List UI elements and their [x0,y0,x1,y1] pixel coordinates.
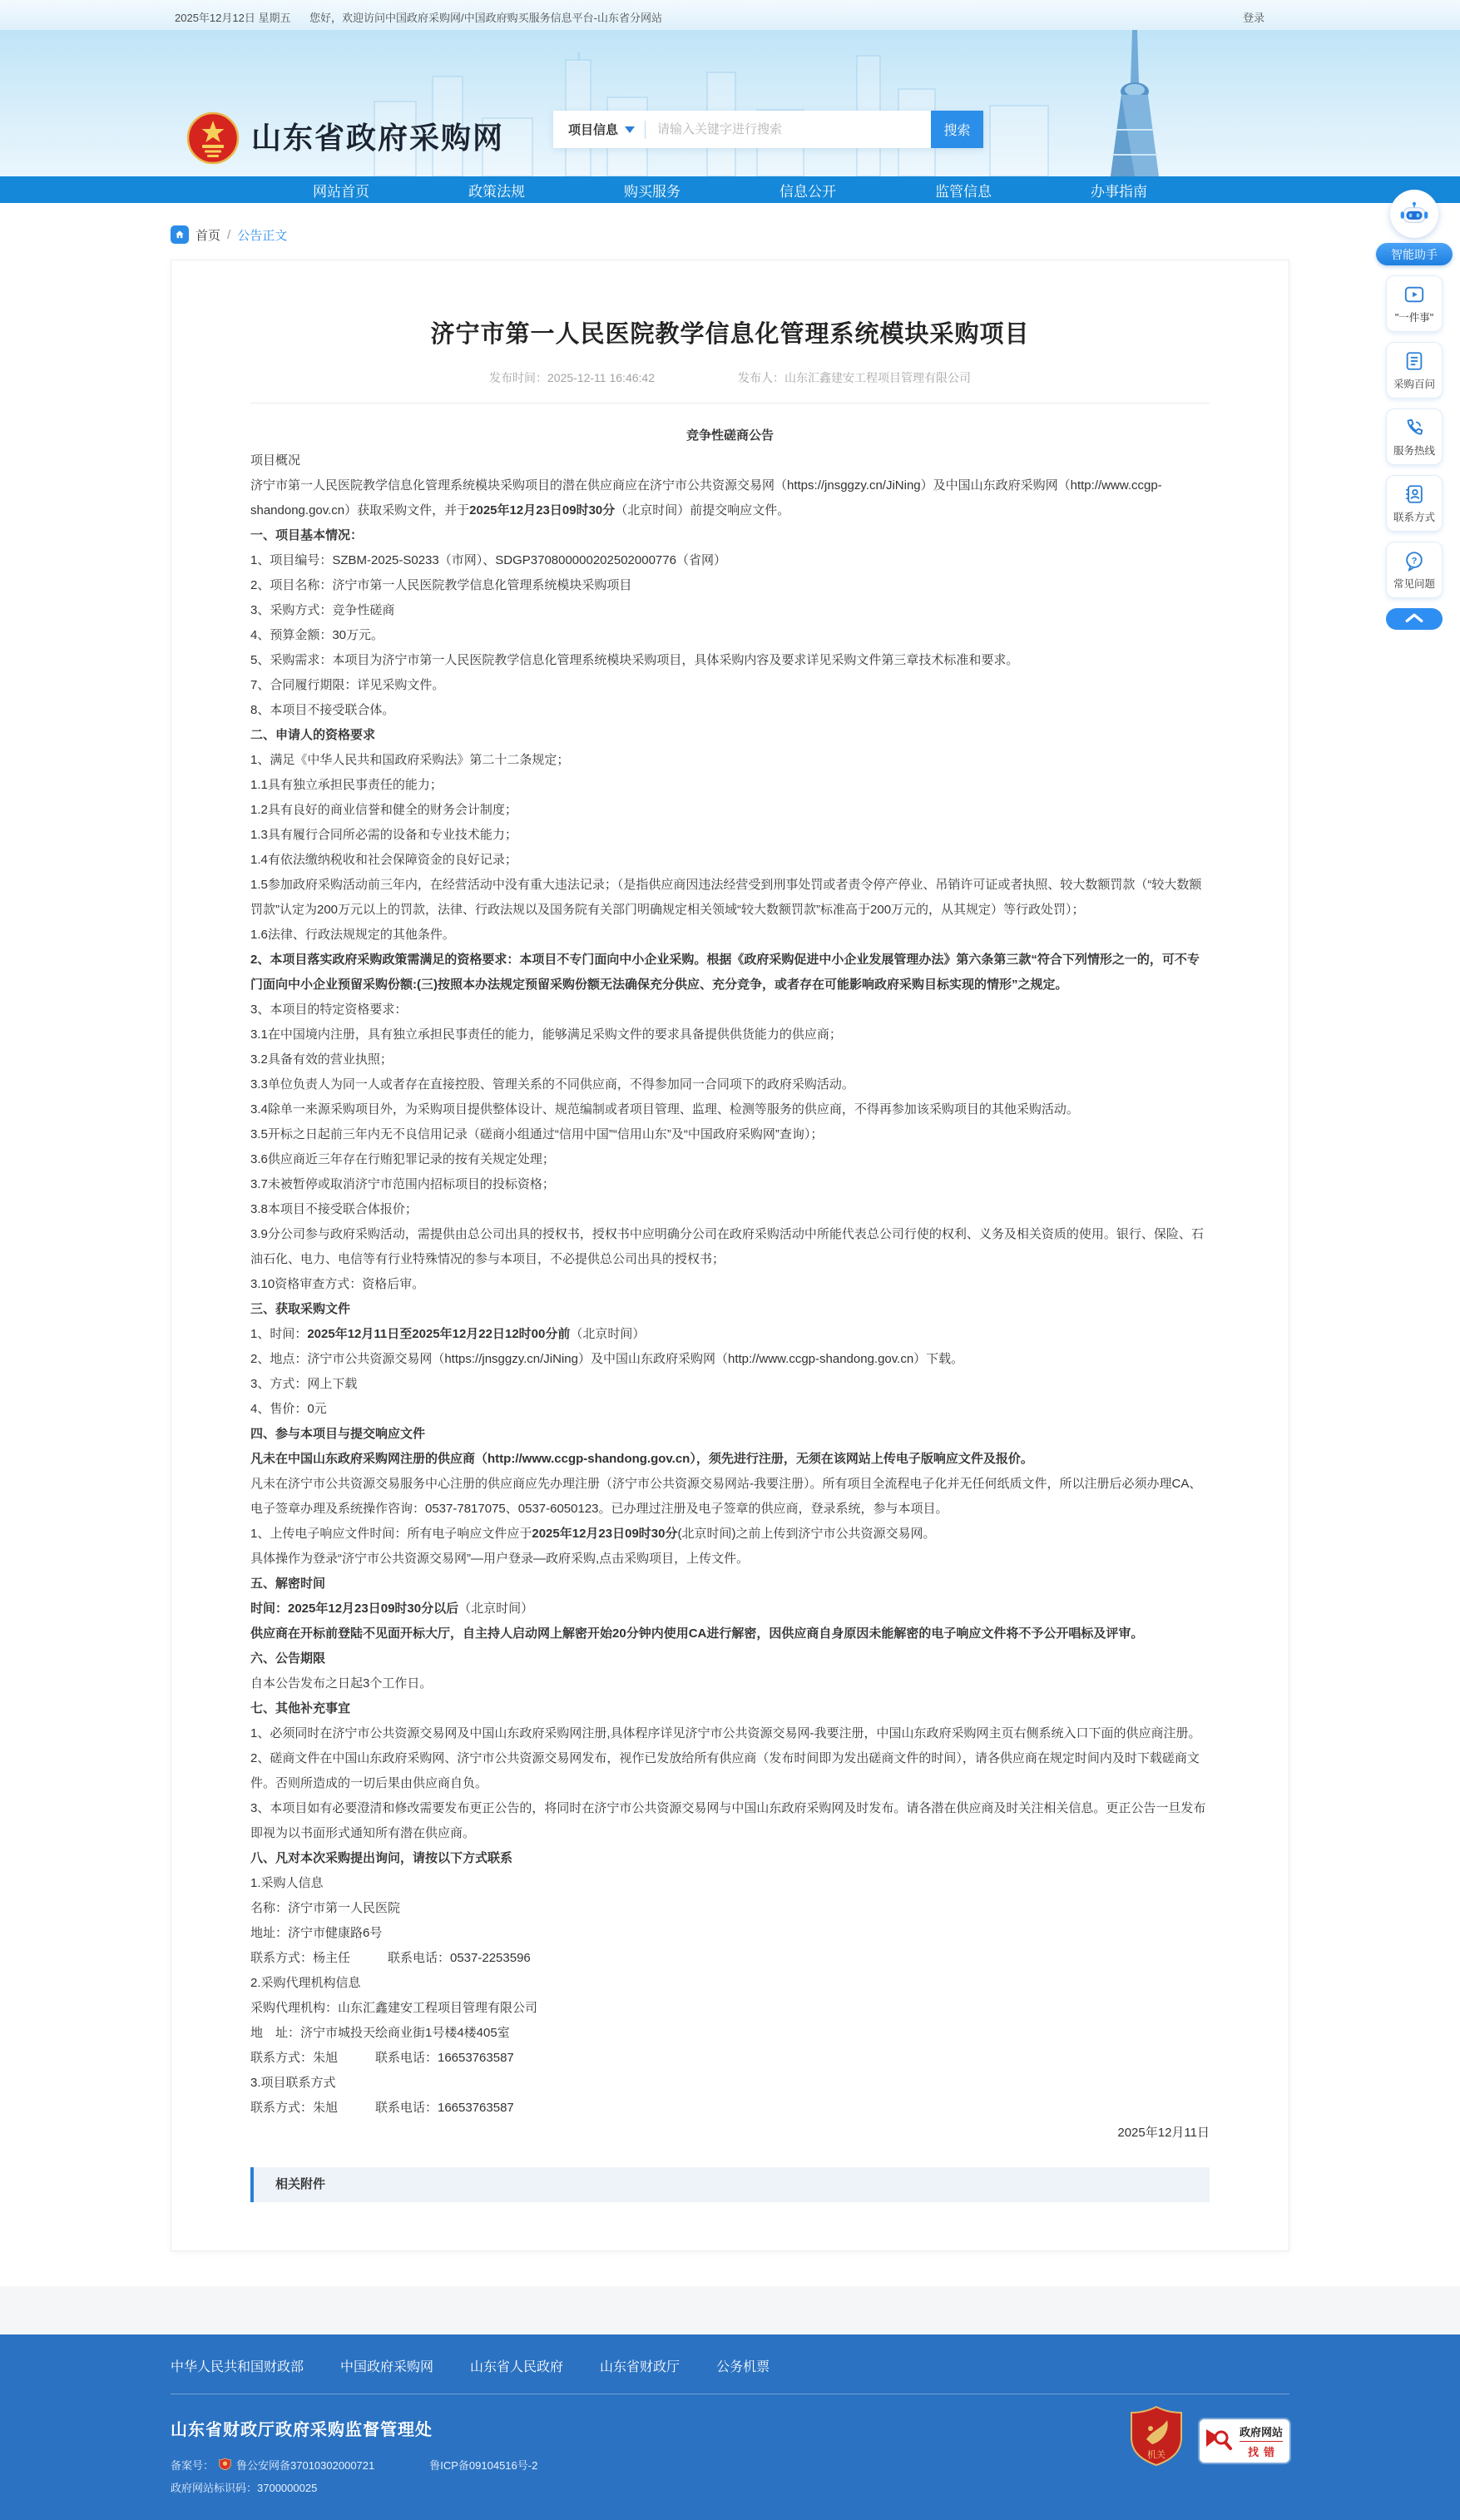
article-paragraph: 项目概况 [250,453,301,468]
article-paragraph: 竞争性磋商公告 [685,428,774,443]
svg-text:?: ? [1411,555,1418,566]
article-paragraph: 5、采购需求：本项目为济宁市第一人民医院教学信息化管理系统模块采购项目，具体采购内容及要求详见采购文件第三章技术标准和要求。 [250,653,1019,667]
breadcrumb-separator: / [227,227,231,242]
badge-zhaocuo-divider [1240,2441,1283,2442]
publish-time [489,369,655,386]
badge-zhaocuo-line2: 找错 [1248,2445,1280,2458]
site-error-badge-text [1240,2423,1283,2459]
side-card-phone[interactable] [1386,408,1443,465]
article-paragraph: 1.2具有良好的商业信誉和健全的财务会计制度； [250,803,517,817]
article-paragraph: 五、解密时间 [250,1577,326,1591]
gongan-number[interactable]: 鲁公安网备37010302000721 [236,2459,375,2472]
document-list-icon [1403,350,1425,372]
article-paragraph: 地址：济宁市健康路6号 [250,1926,383,1940]
side-toolbar [1373,190,1456,630]
article-paragraph: 3、本项目如有必要澄清和修改需要发布更正公告的，将同时在济宁市公共资源交易网与中国山东政府采购网及时发布。请各潜在供应商及时关注相关信息。更正公告一旦发布即视为以书面形式通知所有潜在供应商。 [250,1801,1206,1840]
article-paragraph: 名称：济宁市第一人民医院 [250,1901,401,1915]
magnifier-icon [1205,2424,1235,2458]
side-card-question[interactable] [1386,542,1443,598]
article-meta [250,369,1210,386]
article-paragraph: 3.6供应商近三年存在行贿犯罪记录的按有关规定处理； [250,1152,555,1166]
nav-item-2[interactable]: 政策法规 [468,183,525,200]
breadcrumb-current: 公告正文 [237,228,288,243]
article-paragraph: 1.采购人信息 [250,1876,324,1890]
attachments-bar [250,2167,1210,2202]
publish-time-label: 发布时间： [489,371,548,384]
publisher-label: 发布人： [737,371,784,384]
attachments-title: 相关附件 [275,2177,326,2191]
nav-item-4[interactable]: 信息公开 [779,183,836,200]
article-paragraph: 1、项目编号：SZBM-2025-S0233（市网）、SDGP370800000202502000776（省网） [250,553,726,567]
publish-time-value: 2025-12-11 16:46:42 [547,371,655,384]
article-paragraph: 3、本项目的特定资格要求： [250,1003,408,1017]
article-paragraph: 2025年12月11日 [1117,2126,1210,2140]
site-title: 山东省政府采购网 [251,121,505,155]
article-title: 济宁市第一人民医院教学信息化管理系统模块采购项目 [430,321,1030,348]
article-paragraph: 1.3具有履行合同所必需的设备和专业技术能力； [250,828,517,842]
article-paragraph: 1.4有依法缴纳税收和社会保障资金的良好记录； [250,853,517,867]
article-paragraph: 7、合同履行期限：详见采购文件。 [250,678,445,692]
article-paragraph: 二、申请人的资格要求 [250,728,376,742]
topbar-welcome: 您好，欢迎访问中国政府采购网/中国政府购买服务信息平台-山东省分网站 [309,12,662,24]
national-emblem-logo [186,111,240,165]
article-paragraph: 采购代理机构：山东汇鑫建安工程项目管理有限公司 [250,2001,538,2015]
site-header [0,30,1460,176]
article-paragraph: 自本公告发布之日起3个工作日。 [250,1676,433,1691]
side-card-contact-book[interactable] [1386,475,1443,532]
video-play-icon [1403,284,1425,305]
article-paragraph: 3.1在中国境内注册，具有独立承担民事责任的能力，能够满足采购文件的要求具备提供供货能力的供应商； [250,1027,842,1042]
side-card-label: "一件事" [1394,311,1434,324]
article-paragraph: 1、时间：2025年12月11日至2025年12月22日12时00分前（北京时间） [250,1327,646,1341]
main-nav [0,176,1460,203]
assistant-button[interactable]: 智能助手 [1376,243,1453,265]
site-error-badge[interactable] [1200,2419,1289,2463]
footer-link-1[interactable]: 中华人民共和国财政部 [171,2360,304,2374]
article-paragraph: 联系方式：杨主任 联系电话：0537-2253596 [250,1951,531,1965]
article-paragraph: 3、采购方式：竞争性磋商 [250,603,395,617]
article-paragraph: 8、本项目不接受联合体。 [250,703,395,717]
article-paragraph: 3.4除单一来源采购项目外，为采购项目提供整体设计、规范编制或者项目管理、监理、检测等服务的供应商，不得再参加该采购项目的其他采购活动。 [250,1102,1079,1116]
phone-icon [1403,417,1425,438]
search-category-label: 项目信息 [568,123,619,137]
article-body [250,423,1210,2146]
article-paragraph: 三、获取采购文件 [250,1302,351,1316]
article-paragraph: 济宁市第一人民医院教学信息化管理系统模块采购项目的潜在供应商应在济宁市公共资源交易网（https://jnsggzy.cn/JiNing）及中国山东政府采购网（http://www.ccgp-shandong.gov.cn）获取采购文件，并于2025年12月23日09时30分（北京时间）前提交响应文件。 [250,478,1162,517]
article-paragraph: 1、必须同时在济宁市公共资源交易网及中国山东政府采购网注册,具体程序详见济宁市公共资源交易网-我要注册，中国山东政府采购网主页右侧系统入口下面的供应商注册。 [250,1726,1201,1740]
article-paragraph: 联系方式：朱旭 联系电话：16653763587 [250,2101,514,2115]
breadcrumb-home[interactable]: 首页 [195,228,221,243]
article-paragraph: 2、项目名称：济宁市第一人民医院教学信息化管理系统模块采购项目 [250,578,632,592]
article-paragraph: 供应商在开标前登陆不见面开标大厅，自主持人启动网上解密开始20分钟内使用CA进行解密，因供应商自身原因未能解密的电子响应文件将不予公开唱标及评审。 [250,1626,1144,1641]
footer-link-4[interactable]: 山东省财政厅 [600,2360,681,2374]
article-paragraph: 2、磋商文件在中国山东政府采购网、济宁市公共资源交易网发布，视作已发放给所有供应商（发布时间即为发出磋商文件的时间），请各供应商在规定时间内及时下载磋商文件。否则所造成的一切后果由供应商自负。 [250,1751,1200,1790]
icp-number[interactable]: 鲁ICP备09104516号-2 [429,2459,538,2472]
badge-zhaocuo-line1: 政府网站 [1240,2425,1284,2438]
article-paragraph: 3.项目联系方式 [250,2076,336,2090]
beian-label: 备案号： [171,2459,215,2472]
side-card-video-play[interactable] [1386,275,1443,332]
article-paragraph: 七、其他补充事宜 [250,1701,351,1715]
article-paragraph: 1、上传电子响应文件时间：所有电子响应文件应于2025年12月23日09时30分(北京时间)之前上传到济宁市公共资源交易网。 [250,1527,936,1541]
search-bar [553,111,983,148]
article-paragraph: 1.1具有独立承担民事责任的能力； [250,778,443,792]
footer-link-3[interactable]: 山东省人民政府 [470,2360,564,2374]
article-paragraph: 1.6法律、行政法规规定的其他条件。 [250,928,455,942]
article-paragraph: 时间：2025年12月23日09时30分以后（北京时间） [250,1602,534,1616]
article-paragraph: 1.5参加政府采购活动前三年内，在经营活动中没有重大违法记录；（是指供应商因违法经营受到刑事处罚或者责令停产停业、吊销许可证或者执照、较大数额罚款（“较大数额罚款”认定为200万元以上的罚款，法律、行政法规以及国务院有关部门明确规定相关领域“较大数额罚款”标准高于200万元的，从其规定）等行政处罚）； [250,878,1202,917]
footer-link-5[interactable]: 公务机票 [716,2360,770,2374]
question-icon [1403,550,1425,572]
search-category-select[interactable] [553,121,645,138]
article-paragraph: 3.2具备有效的营业执照； [250,1052,393,1067]
search-button[interactable]: 搜索 [931,111,983,148]
side-card-document-list[interactable] [1386,342,1443,399]
nav-item-5[interactable]: 监管信息 [935,183,992,200]
nav-item-1[interactable]: 网站首页 [313,183,369,200]
topbar-date: 2025年12月12日 星期五 [175,12,291,24]
article-paragraph: 2、地点：济宁市公共资源交易网（https://jnsggzy.cn/JiNing）及中国山东政府采购网（http://www.ccgp-shandong.gov.cn）下载。 [250,1352,964,1366]
article-paragraph: 八、凡对本次采购提出询问，请按以下方式联系 [250,1851,513,1865]
contact-book-icon [1403,483,1425,505]
nav-item-3[interactable]: 购买服务 [624,183,681,200]
article-paragraph: 具体操作为登录“济宁市公共资源交易网”—用户登录—政府采购,点击采购项目，上传文件。 [250,1552,750,1566]
article-paragraph: 地 址：济宁市城投天绘商业街1号楼4楼405室 [250,2026,510,2040]
top-utility-bar [0,0,1460,30]
tower-graphic [1069,30,1202,176]
announcement-card [171,260,1289,2251]
article-paragraph: 3.9分公司参与政府采购活动，需提供由总公司出具的授权书，授权书中应明确分公司在政府采购活动中所能代表总公司行使的权利、义务及相关资质的使用。银行、保险、石油石化、电力、电信等有行业特殊情况的参与本项目，不必提供总公司出具的授权书； [250,1227,1204,1266]
article-paragraph: 四、参与本项目与提交响应文件 [250,1427,426,1441]
article-paragraph: 3.7未被暂停或取消济宁市范围内招标项目的投标资格； [250,1177,555,1191]
footer-links [171,2356,1460,2375]
site-footer [0,2334,1460,2520]
article-paragraph: 3.5开标之日起前三年内无不良信用记录（磋商小组通过“信用中国”“信用山东”及“中国政府采购网”查询）； [250,1127,824,1141]
article-paragraph: 1、满足《中华人民共和国政府采购法》第二十二条规定； [250,753,570,767]
side-card-label: 服务热线 [1393,444,1435,457]
pre-footer-strip [0,2286,1460,2334]
side-card-label: 联系方式 [1393,511,1435,523]
side-card-label: 采购百问 [1393,378,1435,390]
chevron-up-icon [1405,611,1423,626]
login-link[interactable]: 登录 [1243,12,1265,24]
footer-link-2[interactable]: 中国政府采购网 [340,2360,434,2374]
home-icon [171,225,189,244]
article-paragraph: 六、公告期限 [250,1651,326,1666]
gongan-badge-icon [219,2458,231,2473]
chevron-down-icon [625,126,635,133]
site-code: 政府网站标识码：3700000025 [171,2482,318,2494]
assistant-robot-icon[interactable] [1390,190,1438,238]
article-paragraph: 3、方式：网上下载 [250,1377,358,1391]
footer-org-name: 山东省财政厅政府采购监督管理处 [171,2421,433,2439]
search-input[interactable] [646,122,931,136]
article-paragraph: 2.采购代理机构信息 [250,1976,361,1990]
article-paragraph: 4、预算金额：30万元。 [250,628,384,642]
article-paragraph: 3.8本项目不接受联合体报价； [250,1202,418,1216]
side-card-label: 常见问题 [1393,577,1435,590]
article-paragraph: 一、项目基本情况： [250,528,364,542]
article-paragraph: 3.10资格审查方式：资格后审。 [250,1277,425,1291]
main-content [0,203,1460,2286]
side-toolbar-items [1386,265,1443,598]
jiguan-badge-label: 机关 [1147,2450,1166,2460]
article-paragraph: 4、售价：0元 [250,1402,327,1416]
jiguan-badge[interactable] [1130,2406,1183,2466]
site-subtitle [253,175,509,176]
publisher [738,369,971,386]
article-paragraph: 3.3单位负责人为同一人或者存在直接控股、管理关系的不同供应商，不得参加同一合同项下的政府采购活动。 [250,1077,854,1092]
article-paragraph: 凡未在济宁市公共资源交易服务中心注册的供应商应先办理注册（济宁市公共资源交易网站-我要注册）。所有项目全流程电子化并无任何纸质文件，所以注册后必须办理CA、电子签章办理及系统操作咨询：0537-7817075、0537-6050123。已办理过注册及电子签章的供应商，登录系统，参与本项目。 [250,1477,1202,1516]
back-to-top-button[interactable] [1386,608,1443,630]
article-paragraph: 2、本项目落实政府采购政策需满足的资格要求：本项目不专门面向中小企业采购。根据《政府采购促进中小企业发展管理办法》第六条第三款“符合下列情形之一的，可不专门面向中小企业预留采购份额:(三)按照本办法规定预留采购份额无法确保充分供应、充分竞争，或者存在可能影响政府采购目标实现的情形”之规定。 [250,953,1200,992]
breadcrumb [171,225,1460,245]
article-paragraph: 联系方式：朱旭 联系电话：16653763587 [250,2051,514,2065]
publisher-value: 山东汇鑫建安工程项目管理有限公司 [784,371,971,384]
article-paragraph: 凡未在中国山东政府采购网注册的供应商（http://www.ccgp-shandong.gov.cn），须先进行注册，无须在该网站上传电子版响应文件及报价。 [250,1452,1033,1466]
nav-item-6[interactable]: 办事指南 [1091,183,1147,200]
